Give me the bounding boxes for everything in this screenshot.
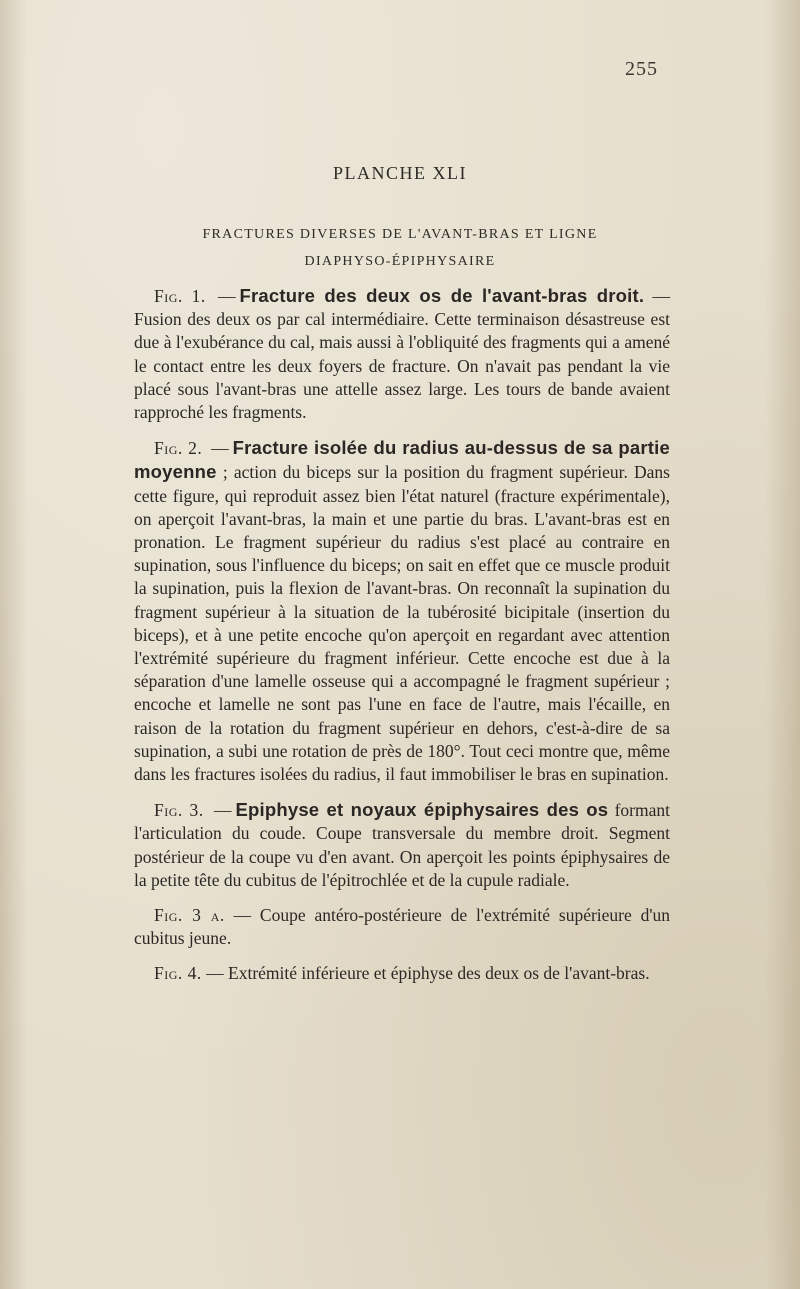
plate-subtitle [100,221,700,275]
dash: — [213,800,232,821]
figure-text: — Fusion des deux os par cal intermédiaire. Cette terminaison désastreuse est due à l'exubérance du cal, mais aussi à l'obliquité des fragments qui a amené le contact entre les deux foyers de fracture. On n'avait pas pendant la vie placé sous l'avant-bras une attelle assez large. Les tours de bande avaient rapproché les fragments. [134,286,670,423]
plate-title: PLANCHE XLI [333,163,467,183]
dash: — [211,438,229,459]
figure-headline: Fracture des deux os de l'avant-bras droit. [239,285,645,306]
figure-headline: Fracture isolée du radius au-dessus de sa partie moyenne [134,437,670,483]
figure-label: Fig. 4. [154,963,202,984]
figure-label: Fig. 3. [154,800,204,821]
page-number: 255 [625,58,658,80]
figure-text: — Coupe antéro-postérieure de l'extrémité supérieure d'un cubitus jeune. [134,905,671,949]
figure-text: — Extrémité inférieure et épiphyse des deux os de l'avant-bras. [206,963,650,984]
subtitle-line-1: FRACTURES DIVERSES DE L'AVANT-BRAS ET LIGNE [202,227,598,242]
dash: — [218,286,236,306]
figure-descriptions [134,284,670,998]
figure-4-paragraph [134,962,670,985]
figure-text: ; action du biceps sur la position du fragment supérieur. Dans cette figure, qui reproduit assez bien l'état naturel (fracture expérimentale), on aperçoit l'avant-bras, la main et une partie du bras. L'avant-bras est en pronation. Le fragment supérieur du radius s'est placé au contraire en supination, sous l'influence du biceps; on sait en effet que ce muscle produit la supination, puis la flexion de l'avant-bras. On reconnaît la supination du fragment supérieur à la situation de la tubérosité bicipitale (insertion du biceps), et à une petite encoche qu'on aperçoit en regardant avec attention l'extrémité supérieure du fragment inférieur. Cette encoche est due à la séparation d'une lamelle osseuse qui a accompagné le fragment supérieur ; encoche et lamelle ne sont pas l'une en face de l'autre, mais l'écaille, en raison de la rotation du fragment supérieur en dehors, c'est-à-dire de sa supination, a subi une rotation de près de 180°. Tout ceci montre que, même dans les fractures isolées du radius, il faut immobiliser le bras en supination. [134,462,670,785]
figure-text: formant l'articulation du coude. Coupe transversale du membre droit. Segment postérieur de la coupe vu d'en avant. On aperçoit les points épiphysaires de la petite tête du cubitus de l'épitrochlée et de la cupule radiale. [134,800,670,890]
figure-label: Fig. 1. [154,286,206,306]
figure-1-paragraph [134,284,670,424]
figure-label: Fig. 2. [154,438,203,459]
figure-label: Fig. 3 a. [154,905,225,926]
figure-3a-paragraph [134,904,670,950]
figure-headline: Epiphyse et noyaux épiphysaires des os [235,799,609,821]
subtitle-line-2: DIAPHYSO-ÉPIPHYSAIRE [304,254,496,269]
figure-3-paragraph [134,798,670,892]
figure-2-paragraph [134,436,670,786]
